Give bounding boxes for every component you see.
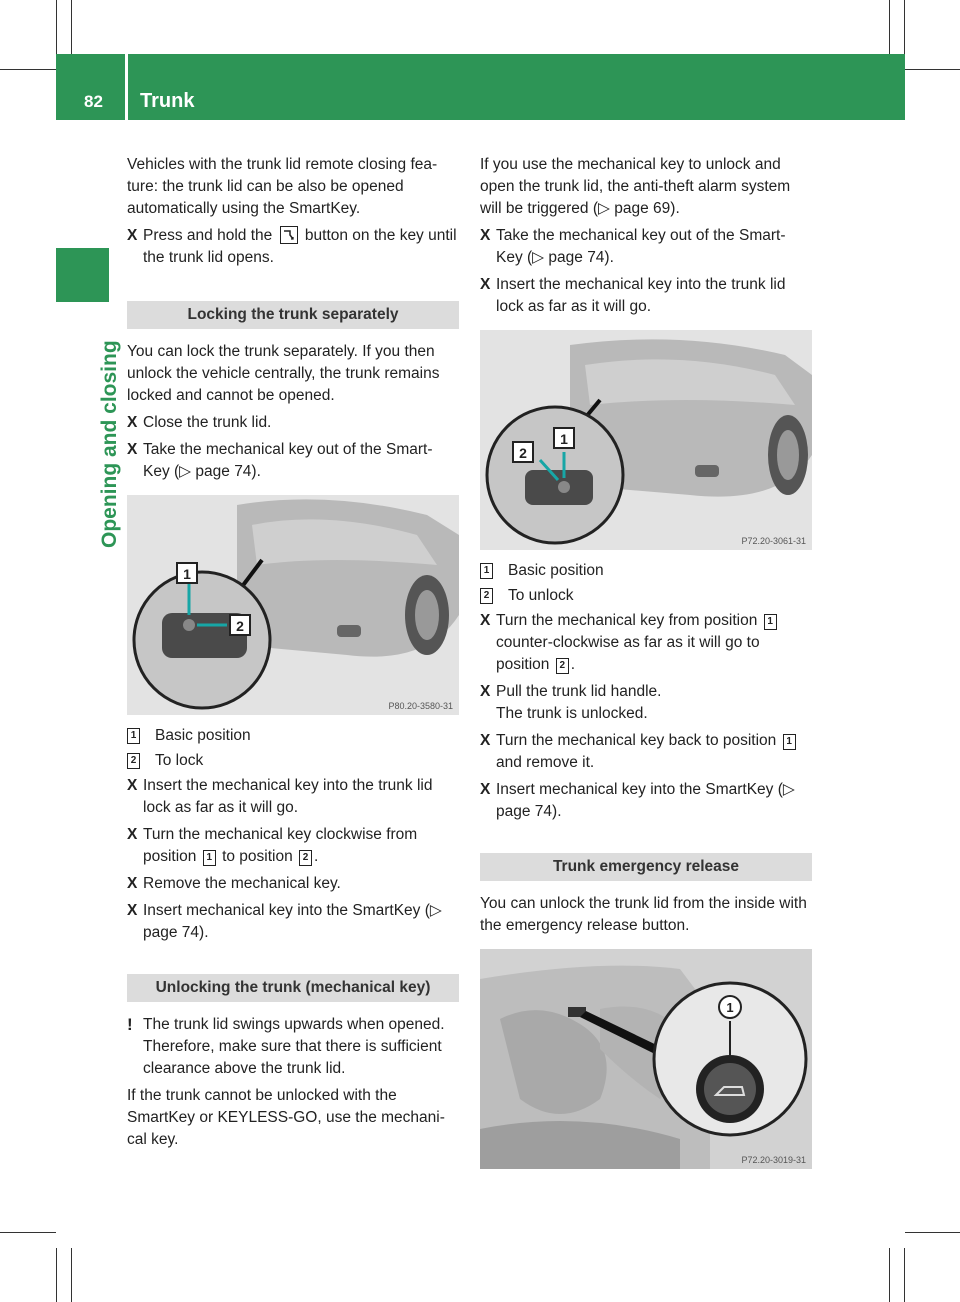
legend-item — [127, 750, 459, 772]
step-item — [127, 412, 459, 434]
marker-2: 2 — [299, 850, 312, 866]
marker-2: 2 — [556, 658, 569, 674]
crop-mark — [0, 69, 56, 70]
side-tab-block — [56, 248, 109, 302]
step-item — [127, 225, 459, 269]
paragraph: You can unlock the trunk lid from the inside with the emergency release button. — [480, 895, 807, 934]
step-item — [127, 900, 459, 944]
crop-mark — [71, 1248, 72, 1302]
step-text: Pull the trunk lid handle. — [496, 683, 662, 700]
step-bullet: X — [480, 781, 491, 798]
trunk-open-icon — [280, 226, 298, 244]
trunk-unlock-figure — [480, 330, 812, 550]
crop-mark — [56, 1248, 57, 1302]
step-item — [480, 225, 812, 269]
crop-mark — [71, 0, 72, 54]
right-column — [480, 154, 812, 1169]
section-heading: Unlocking the trunk (mechanical key) — [127, 974, 459, 1002]
marker-1: 1 — [203, 850, 216, 866]
svg-text:1: 1 — [726, 1000, 734, 1015]
legend-text: Basic position — [155, 727, 251, 744]
intro-text: If you use the mechanical key to unlock and open the trunk lid, the anti-theft alarm system will be triggered (▷ page 69). — [480, 156, 791, 217]
step-bullet: X — [127, 227, 138, 244]
step-item — [127, 775, 459, 819]
step-item — [480, 779, 812, 823]
page-title: Trunk — [140, 90, 195, 112]
legend-text: To lock — [155, 752, 204, 769]
step-item — [127, 439, 459, 483]
step-text: Insert mechanical key into the SmartKey (▷ page 74). — [143, 902, 442, 941]
step-item — [480, 730, 812, 774]
side-section-label: Opening and closing — [98, 340, 121, 548]
section-heading: Trunk emergency release — [480, 853, 812, 881]
step-bullet: X — [480, 612, 491, 629]
step-text: Insert mechanical key into the SmartKey (▷ page 74). — [496, 781, 795, 820]
step-text: Insert the mechanical key into the trunk lid lock as far as it will go. — [496, 276, 786, 315]
svg-text:1: 1 — [183, 566, 191, 582]
section-heading: Locking the trunk separately — [127, 301, 459, 329]
step-bullet: X — [127, 875, 138, 892]
legend-item — [480, 585, 812, 607]
step-bullet: X — [127, 902, 138, 919]
crop-mark — [889, 0, 890, 54]
intro-text: Vehicles with the trunk lid remote closing fea-ture: the trunk lid can be also be opened automatically using the SmartKey. — [127, 156, 438, 217]
marker-2: 2 — [127, 753, 140, 769]
step-text: Close the trunk lid. — [143, 414, 272, 431]
car-rear-illustration — [127, 495, 459, 715]
step-bullet: X — [480, 683, 491, 700]
marker-2: 2 — [480, 588, 493, 604]
step-item: X Turn the mechanical key from position 1 counter-clockwise as far as it will go to position 2 . — [480, 610, 812, 676]
step-text: Take the mechanical key out of the Smart-Key (▷ page 74). — [496, 227, 786, 266]
crop-mark — [56, 0, 57, 54]
step-bullet: X — [480, 227, 491, 244]
step-bullet: X — [480, 276, 491, 293]
trunk-interior-illustration — [480, 949, 812, 1169]
paragraph: If the trunk cannot be unlocked with the SmartKey or KEYLESS-GO, use the mechani-cal key. — [127, 1087, 445, 1148]
marker-1: 1 — [480, 563, 493, 579]
svg-text:2: 2 — [519, 445, 527, 461]
page-number: 82 — [84, 92, 103, 111]
figure-code: P72.20-3061-31 — [741, 536, 806, 546]
step-text: Take the mechanical key out of the Smart-Key (▷ page 74). — [143, 441, 433, 480]
step-bullet: X — [480, 732, 491, 749]
step-text: Remove the mechanical key. — [143, 875, 341, 892]
crop-mark — [905, 1232, 960, 1233]
crop-mark — [904, 1248, 905, 1302]
legend-item — [480, 560, 812, 582]
step-bullet: X — [127, 441, 138, 458]
step-text: Insert the mechanical key into the trunk lid lock as far as it will go. — [143, 777, 433, 816]
step-bullet: X — [127, 414, 138, 431]
warning-icon: ! — [127, 1015, 133, 1034]
step-item — [480, 681, 812, 725]
crop-mark — [904, 0, 905, 54]
marker-1: 1 — [783, 734, 796, 750]
paragraph: You can lock the trunk separately. If you then unlock the vehicle centrally, the trunk remains locked and cannot be opened. — [127, 343, 440, 404]
result-text: The trunk is unlocked. — [496, 705, 648, 722]
step-text: Turn the mechanical key back to position — [496, 732, 777, 749]
step-item — [480, 274, 812, 318]
figure-code: P80.20-3580-31 — [388, 701, 453, 711]
step-text: counter-clockwise as far as it will go to position — [496, 634, 760, 673]
marker-1: 1 — [127, 728, 140, 744]
crop-mark — [0, 1232, 56, 1233]
crop-mark — [889, 1248, 890, 1302]
svg-text:1: 1 — [560, 431, 568, 447]
warning-text: The trunk lid swings upwards when opened. Therefore, make sure that there is sufficient clearance above the trunk lid. — [143, 1016, 445, 1077]
step-bullet: X — [127, 777, 138, 794]
figure-code: P72.20-3019-31 — [741, 1155, 806, 1165]
step-bullet: X — [127, 826, 138, 843]
header-divider — [125, 54, 128, 120]
crop-mark — [905, 69, 960, 70]
step-text: Press and hold the — [143, 227, 273, 244]
marker-1: 1 — [764, 614, 777, 630]
legend-text: To unlock — [508, 587, 574, 604]
trunk-lock-figure — [127, 495, 459, 715]
step-item: X Turn the mechanical key clockwise from position 1 to position 2 . — [127, 826, 418, 865]
step-text: button on the key until the trunk lid opens. — [143, 227, 457, 266]
step-text: Turn the mechanical key clockwise from position — [143, 826, 418, 865]
step-item — [127, 873, 459, 895]
warning-note — [127, 1014, 459, 1080]
step-text: and remove it. — [496, 754, 595, 771]
emergency-release-figure — [480, 949, 812, 1169]
car-rear-illustration — [480, 330, 812, 550]
step-text: to position — [222, 848, 293, 865]
legend-text: Basic position — [508, 562, 604, 579]
svg-text:2: 2 — [236, 618, 244, 634]
legend-item — [127, 725, 459, 747]
step-text: Turn the mechanical key from position — [496, 612, 758, 629]
left-column — [127, 154, 459, 1156]
